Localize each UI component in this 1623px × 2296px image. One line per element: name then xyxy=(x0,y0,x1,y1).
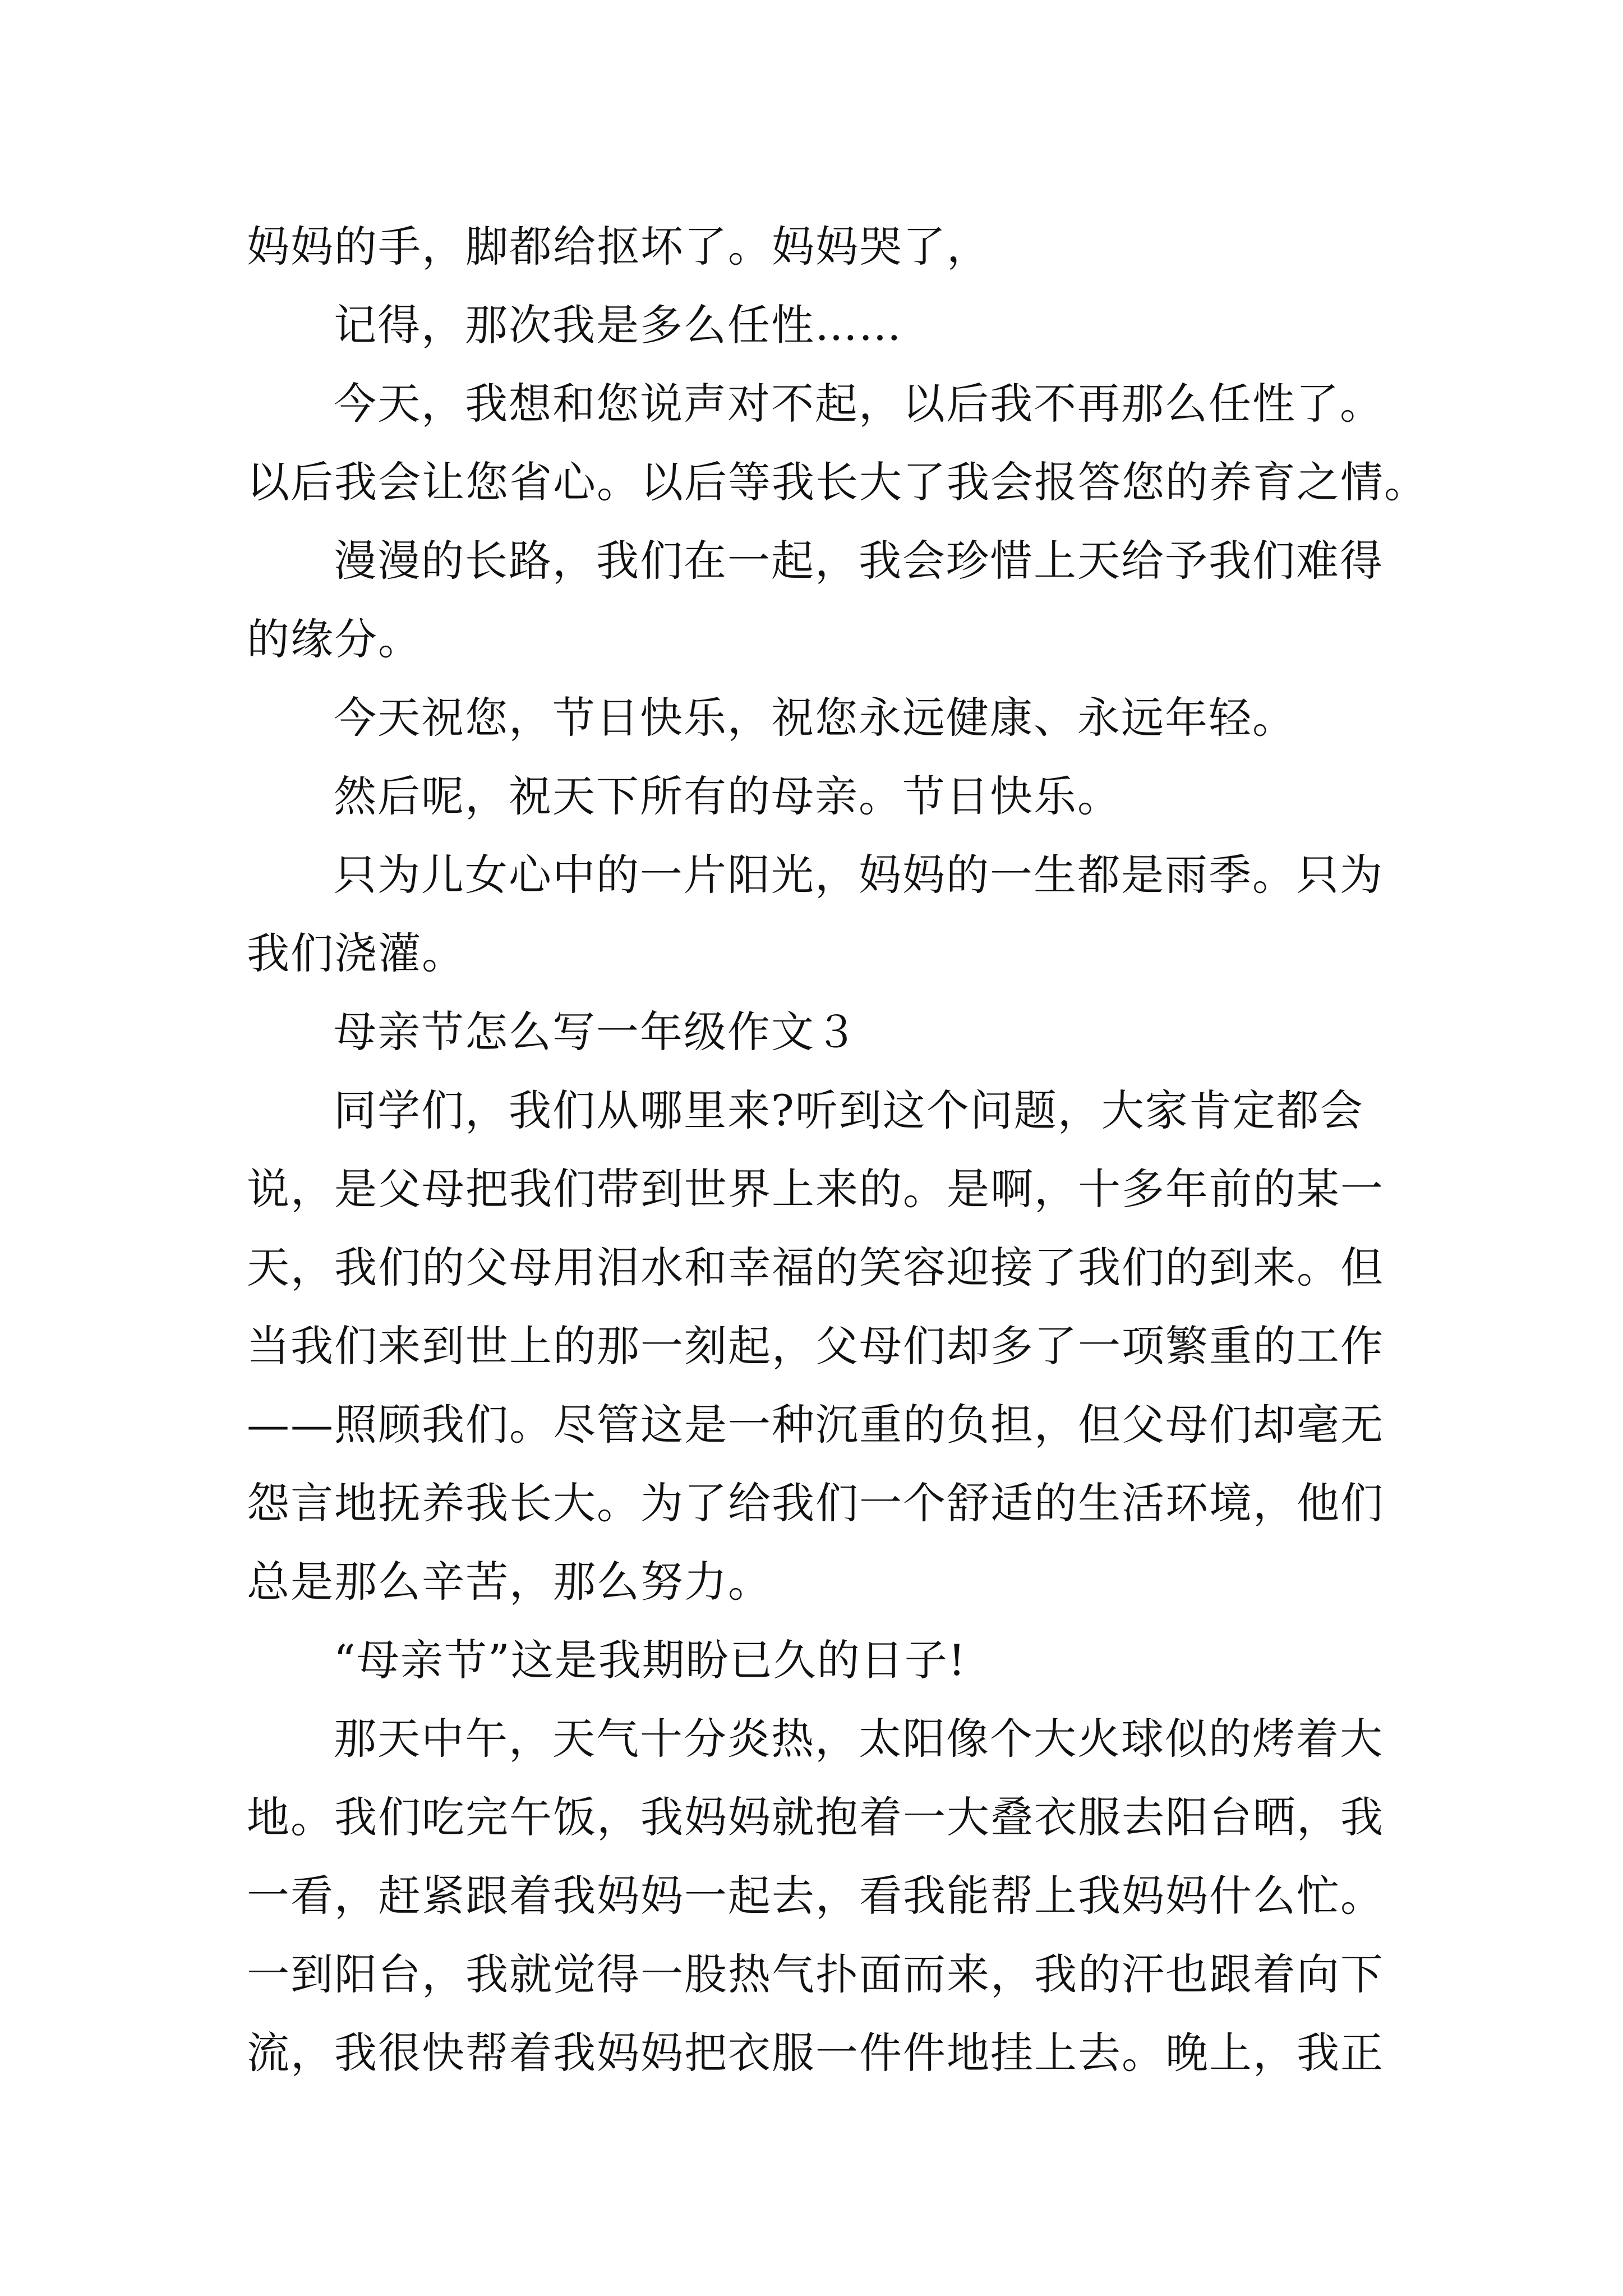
text-line: 天，我们的父母用泪水和幸福的笑容迎接了我们的到来。但 xyxy=(247,1243,1384,1292)
text-line: 流，我很快帮着我妈妈把衣服一件件地挂上去。晚上，我正 xyxy=(247,2028,1384,2078)
text-line: 今天祝您，节日快乐，祝您永远健康、永远年轻。 xyxy=(334,693,1296,743)
text-line: 我们浇灌。 xyxy=(247,928,465,978)
text-line: 那天中午，天气十分炎热，太阳像个大火球似的烤着大 xyxy=(334,1714,1384,1764)
text-line: 的缘分。 xyxy=(247,614,422,664)
text-line: 记得，那次我是多么任性…… xyxy=(334,300,902,350)
text-line: 怨言地抚养我长大。为了给我们一个舒适的生活环境，他们 xyxy=(247,1478,1384,1528)
text-line: 一看，赶紧跟着我妈妈一起去，看我能帮上我妈妈什么忙。 xyxy=(247,1871,1384,1921)
text-line: 一到阳台，我就觉得一股热气扑面而来，我的汗也跟着向下 xyxy=(247,1949,1384,1999)
text-line: 当我们来到世上的那一刻起，父母们却多了一项繁重的工作 xyxy=(247,1321,1384,1371)
text-line: ——照顾我们。尽管这是一种沉重的负担，但父母们却毫无 xyxy=(247,1400,1384,1450)
text-line: 今天，我想和您说声对不起，以后我不再那么任性了。 xyxy=(334,379,1384,429)
text-line: 总是那么辛苦，那么努力。 xyxy=(247,1557,772,1607)
text-line: 同学们，我们从哪里来?听到这个问题，大家肯定都会 xyxy=(334,1085,1364,1135)
text-line: 地。我们吃完午饭，我妈妈就抱着一大叠衣服去阳台晒，我 xyxy=(247,1792,1384,1842)
text-line: 只为儿女心中的一片阳光，妈妈的一生都是雨季。只为 xyxy=(334,850,1384,900)
text-line: 妈妈的手，脚都给抠坏了。妈妈哭了， xyxy=(247,222,990,272)
section-heading: 母亲节怎么写一年级作文３ xyxy=(334,1007,859,1057)
text-line: 漫漫的长路，我们在一起，我会珍惜上天给予我们难得 xyxy=(334,536,1384,586)
text-line: 说，是父母把我们带到世界上来的。是啊，十多年前的某一 xyxy=(247,1164,1384,1214)
text-line: “母亲节”这是我期盼已久的日子! xyxy=(334,1635,967,1685)
text-line: 以后我会让您省心。以后等我长大了我会报答您的养育之情。 xyxy=(247,457,1428,507)
text-line: 然后呢，祝天下所有的母亲。节日快乐。 xyxy=(334,771,1121,821)
